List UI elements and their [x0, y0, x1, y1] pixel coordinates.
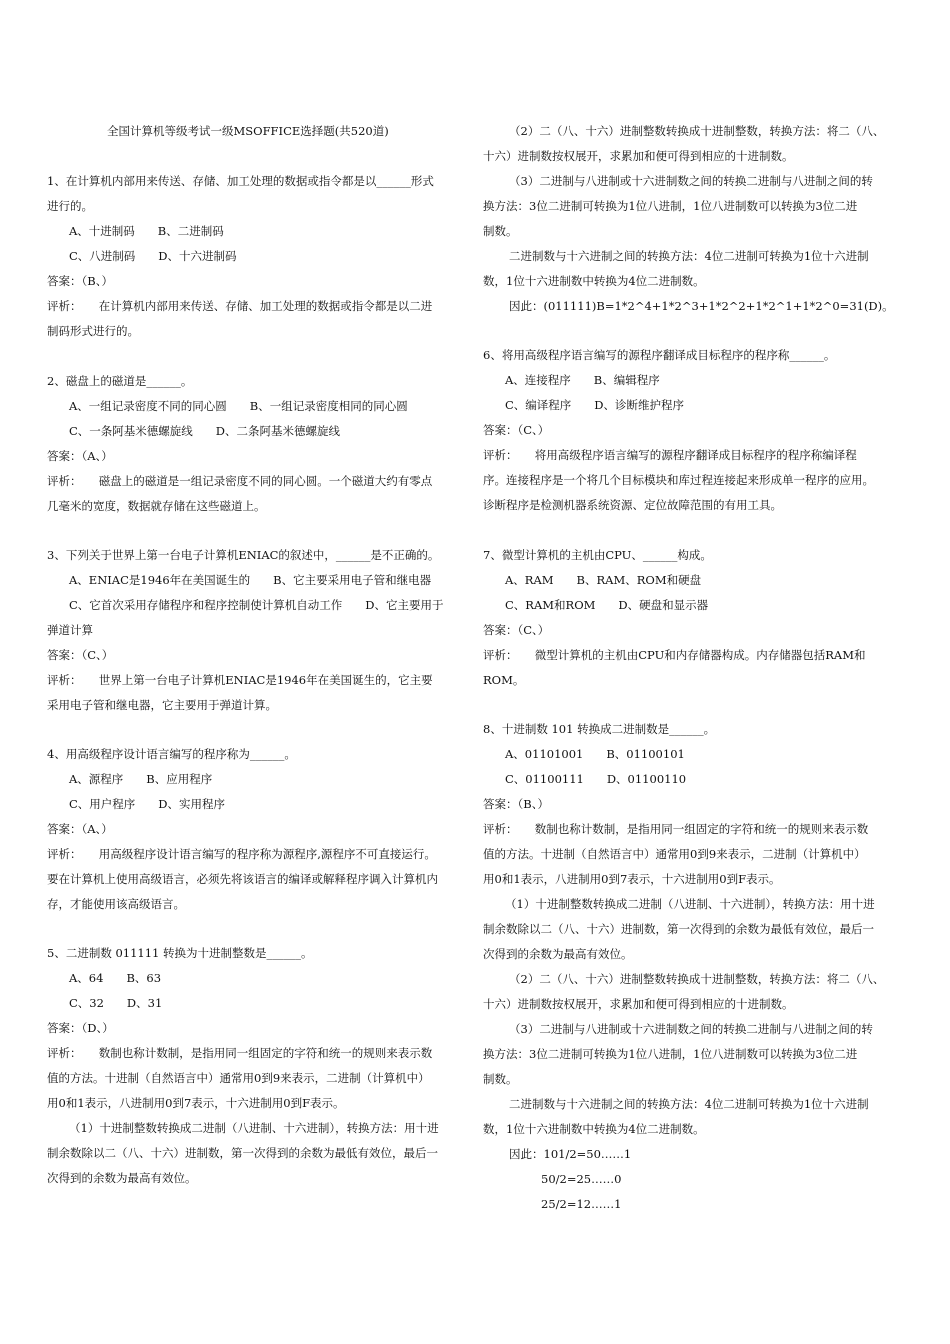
q1-analysis-1: 评析： 在计算机内部用来传送、存储、加工处理的数据或指令都是以二进 — [47, 299, 433, 313]
q8-analysis-12: 二进制数与十六进制之间的转换方法：4位二进制可转换为1位十六进制 — [509, 1097, 869, 1111]
q3-text: 3、下列关于世界上第一台电子计算机ENIAC的叙述中，______是不正确的。 — [47, 548, 440, 562]
q5-text: 5、二进制数 011111 转换为十进制整数是______。 — [47, 946, 313, 960]
q6-answer: 答案：（C、） — [483, 423, 550, 437]
q4-analysis-1: 评析： 用高级程序设计语言编写的程序称为源程序,源程序不可直接运行。 — [47, 847, 436, 861]
q5-analysis-6: 次得到的余数为最高有效位。 — [47, 1171, 197, 1185]
q4-analysis-2: 要在计算机上使用高级语言，必须先将该语言的编译或解释程序调入计算机内 — [47, 872, 438, 886]
q6-analysis-2: 序。连接程序是一个将几个目标模块和库过程连接起来形成单一程序的应用。 — [483, 473, 874, 487]
q1-answer: 答案：（B、） — [47, 274, 113, 288]
q5-answer: 答案：（D、） — [47, 1021, 114, 1035]
q8-analysis-8: 十六）进制数按权展开，求累加和便可得到相应的十进制数。 — [483, 997, 794, 1011]
q6-options-cd: C、编译程序 D、诊断维护程序 — [505, 398, 685, 412]
q8-calc-3: 25/2=12……1 — [541, 1197, 622, 1211]
q2-answer: 答案：（A、） — [47, 449, 113, 463]
q4-options-ab: A、源程序 B、应用程序 — [69, 772, 213, 786]
q5-cont-5: 制数。 — [483, 224, 518, 238]
q8-calc-2: 50/2=25……0 — [541, 1172, 622, 1186]
q8-analysis-13: 数，1位十六进制数中转换为4位二进制数。 — [483, 1122, 705, 1136]
q1-options-ab: A、十进制码 B、二进制码 — [69, 224, 224, 238]
q5-options-ab: A、64 B、63 — [69, 971, 162, 985]
q8-analysis-10: 换方法：3位二进制可转换为1位八进制，1位八进制数可以转换为3位二进 — [483, 1047, 858, 1061]
q5-cont-7: 数，1位十六进制数中转换为4位二进制数。 — [483, 274, 705, 288]
q8-analysis-4: （1）十进制整数转换成二进制（八进制、十六进制），转换方法：用十进 — [505, 897, 875, 911]
q5-cont-3: （3）二进制与八进制或十六进制数之间的转换二进制与八进制之间的转 — [509, 174, 873, 188]
q5-analysis-2: 值的方法。十进制（自然语言中）通常用0到9来表示，二进制（计算机中） — [47, 1071, 430, 1085]
q5-cont-6: 二进制数与十六进制之间的转换方法：4位二进制可转换为1位十六进制 — [509, 249, 869, 263]
q8-analysis-11: 制数。 — [483, 1072, 518, 1086]
q6-analysis-3: 诊断程序是检测机器系统资源、定位故障范围的有用工具。 — [483, 498, 782, 512]
q5-analysis-5: 制余数除以二（八、十六）进制数，第一次得到的余数为最低有效位，最后一 — [47, 1146, 438, 1160]
q6-options-ab: A、连接程序 B、编辑程序 — [505, 373, 660, 387]
q7-options-cd: C、RAM和ROM D、硬盘和显示器 — [505, 598, 709, 612]
q1-text-2: 进行的。 — [47, 199, 93, 213]
q8-analysis-1: 评析： 数制也称计数制，是指用同一组固定的字符和统一的规则来表示数 — [483, 822, 869, 836]
q5-analysis-1: 评析： 数制也称计数制，是指用同一组固定的字符和统一的规则来表示数 — [47, 1046, 433, 1060]
q6-analysis-1: 评析： 将用高级程序语言编写的源程序翻译成目标程序的程序称编译程 — [483, 448, 857, 462]
q1-options-cd: C、八进制码 D、十六进制码 — [69, 249, 237, 263]
q3-options-cont: 弹道计算 — [47, 623, 93, 637]
q8-answer: 答案：（B、） — [483, 797, 549, 811]
q4-answer: 答案：（A、） — [47, 822, 113, 836]
q5-options-cd: C、32 D、31 — [69, 996, 163, 1010]
q7-answer: 答案：（C、） — [483, 623, 550, 637]
q2-text: 2、磁盘上的磁道是______。 — [47, 374, 193, 388]
q8-analysis-2: 值的方法。十进制（自然语言中）通常用0到9来表示，二进制（计算机中） — [483, 847, 866, 861]
q4-text: 4、用高级程序设计语言编写的程序称为______。 — [47, 747, 296, 761]
q8-analysis-5: 制余数除以二（八、十六）进制数，第一次得到的余数为最低有效位，最后一 — [483, 922, 874, 936]
q5-result: 因此：(011111)B=1*2^4+1*2^3+1*2^2+1*2^1+1*2^0=31(D)。 — [509, 299, 894, 313]
q2-options-ab: A、一组记录密度不同的同心圆 B、一组记录密度相同的同心圆 — [69, 399, 408, 413]
page-title: 全国计算机等级考试一级MSOFFICE选择题(共520道) — [107, 124, 389, 138]
q1-analysis-2: 制码形式进行的。 — [47, 324, 139, 338]
q2-options-cd: C、一条阿基米德螺旋线 D、二条阿基米德螺旋线 — [69, 424, 341, 438]
q3-answer: 答案：（C、） — [47, 648, 114, 662]
q8-analysis-9: （3）二进制与八进制或十六进制数之间的转换二进制与八进制之间的转 — [509, 1022, 873, 1036]
q5-analysis-4: （1）十进制整数转换成二进制（八进制、十六进制），转换方法：用十进 — [69, 1121, 439, 1135]
q5-cont-1: （2）二（八、十六）进制整数转换成十进制整数，转换方法：将二（八、 — [509, 124, 885, 138]
q8-analysis-3: 用0和1表示，八进制用0到7表示，十六进制用0到F表示。 — [483, 872, 781, 886]
q7-analysis-2: ROM。 — [483, 673, 525, 687]
q3-options-ab: A、ENIAC是1946年在美国诞生的 B、它主要采用电子管和继电器 — [69, 573, 432, 587]
q8-text: 8、十进制数 101 转换成二进制数是______。 — [483, 722, 716, 736]
q4-options-cd: C、用户程序 D、实用程序 — [69, 797, 226, 811]
q8-options-cd: C、01100111 D、01100110 — [505, 772, 687, 786]
q4-analysis-3: 存，才能使用该高级语言。 — [47, 897, 185, 911]
q3-analysis-2: 采用电子管和继电器，它主要用于弹道计算。 — [47, 698, 277, 712]
q7-options-ab: A、RAM B、RAM、ROM和硬盘 — [505, 573, 702, 587]
q7-text: 7、微型计算机的主机由CPU、______构成。 — [483, 548, 712, 562]
q7-analysis-1: 评析： 微型计算机的主机由CPU和内存储器构成。内存储器包括RAM和 — [483, 648, 866, 662]
q8-calc-1: 因此：101/2=50……1 — [509, 1147, 632, 1161]
q8-analysis-7: （2）二（八、十六）进制整数转换成十进制整数，转换方法：将二（八、 — [509, 972, 885, 986]
q8-analysis-6: 次得到的余数为最高有效位。 — [483, 947, 633, 961]
q5-analysis-3: 用0和1表示，八进制用0到7表示，十六进制用0到F表示。 — [47, 1096, 345, 1110]
q6-text: 6、将用高级程序语言编写的源程序翻译成目标程序的程序称______。 — [483, 348, 836, 362]
q3-options-cd: C、它首次采用存储程序和程序控制使计算机自动工作 D、它主要用于 — [69, 598, 444, 612]
q1-text-1: 1、在计算机内部用来传送、存储、加工处理的数据或指令都是以______形式 — [47, 174, 434, 188]
q2-analysis-1: 评析： 磁盘上的磁道是一组记录密度不同的同心圆。一个磁道大约有零点 — [47, 474, 433, 488]
q8-options-ab: A、01101001 B、01100101 — [505, 747, 685, 761]
q3-analysis-1: 评析： 世界上第一台电子计算机ENIAC是1946年在美国诞生的，它主要 — [47, 673, 433, 687]
q2-analysis-2: 几毫米的宽度，数据就存储在这些磁道上。 — [47, 499, 266, 513]
q5-cont-2: 十六）进制数按权展开，求累加和便可得到相应的十进制数。 — [483, 149, 794, 163]
q5-cont-4: 换方法：3位二进制可转换为1位八进制，1位八进制数可以转换为3位二进 — [483, 199, 858, 213]
